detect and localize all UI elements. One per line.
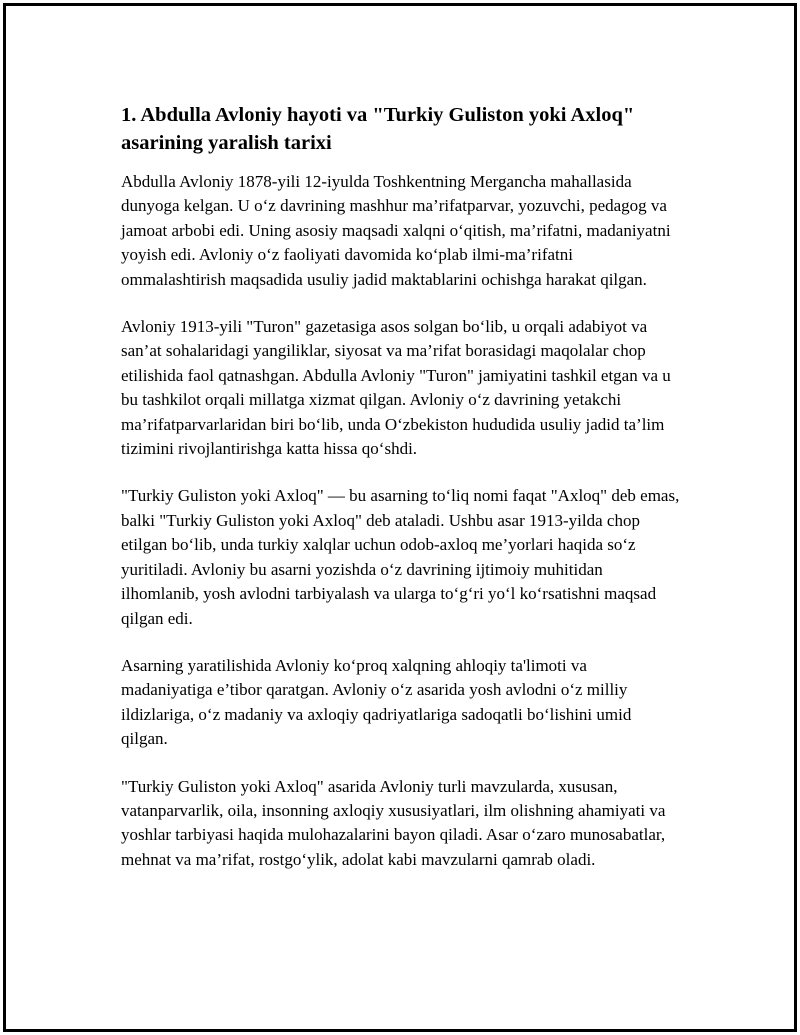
document-page [3,3,797,1032]
paragraph-biography: Abdulla Avloniy 1878-yili 12-iyulda Toshkentning Merganchа mahallasida dunyoga kelgan. U o‘z davrining mashhur ma’rifatparvar, yozuvchi, pedagog va jamoat arbobi edi. Uning asosiy maqsadi xalqni o‘qitish, ma’rifatni, madaniyatni yoyish edi. Avloniy o‘z faoliyati davomida ko‘plab ilmi-ma’rifatni ommalashtirish maqsadida usuliy jadid maktablarini ochishga harakat qilgan. [121,172,671,289]
section-title: 1. Abdulla Avloniy hayoti va "Turkiy Guliston yoki Axloq" asarining yaralish tarixi [121,104,635,154]
document-content [121,101,681,895]
paragraph-creation: Asarning yaratilishida Avloniy ko‘proq xalqning ahloqiy ta'limoti va madaniyatiga e’tibor qaratgan. Avloniy o‘z asarida yosh avlodni o‘z milliy ildizlariga, o‘z madaniy va axloqiy qadriyatlariga sadoqatli bo‘lishini umid qilgan. [121,655,632,749]
paragraph-book-title: "Turkiy Guliston yoki Axloq" — bu asarning to‘liq nomi faqat "Axloq" deb emas, balki "Turkiy Guliston yoki Axloq" deb ataladi. Ushbu asar 1913-yilda chop etilgan bo‘lib, unda turkiy xalqlar uchun odob-axloq me’yorlari haqida so‘z yuritiladi. Avloniy bu asarni yozishda o‘z davrining ijtimoiy muhitidan ilhomlanib, yosh avlodni tarbiyalash va ularga to‘g‘ri yo‘l ko‘rsatishni maqsad qilgan edi. [121,486,680,628]
paragraph-themes: "Turkiy Guliston yoki Axloq" asarida Avloniy turli mavzularda, xususan, vatanparvarlik, oila, insonning axloqiy xususiyatlari, ilm olishning ahamiyati va yoshlar tarbiyasi haqida mulohazalarini bayon qiladi. Asar o‘zaro munosabatlar, mehnat va ma’rifat, rostgo‘ylik, adolat kabi mavzularni qamrab oladi. [121,776,666,869]
paragraph-turon: Avloniy 1913-yili "Turon" gazetasiga asos solgan bo‘lib, u orqali adabiyot va san’at sohalaridagi yangiliklar, siyosat va ma’rifat borasidagi maqolalar chop etilishida faol qatnashgan. Abdulla Avloniy "Turon" jamiyatini tashkil etgan va u bu tashkilot orqali millatga xizmat qilgan. Avloniy o‘z davrining yetakchi ma’rifatparvarlaridan biri bo‘lib, unda O‘zbekiston hududida usuliy jadid ta’lim tizimini rivojlantirishga katta hissa qo‘shdi. [121,317,671,459]
